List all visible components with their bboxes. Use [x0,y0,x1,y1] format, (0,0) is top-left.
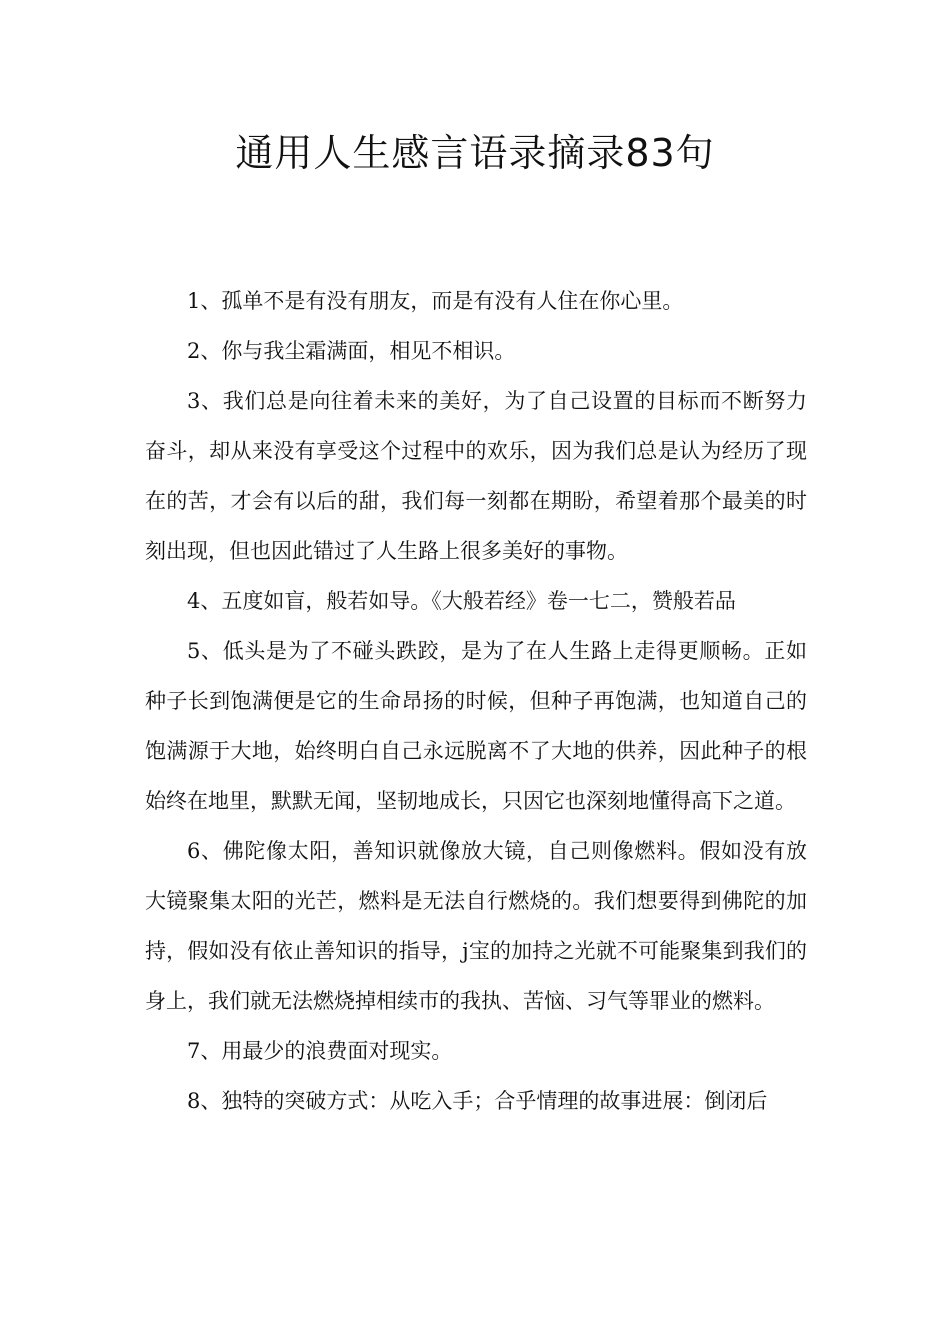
paragraph-5: 5、低头是为了不碰头跌跤，是为了在人生路上走得更顺畅。正如种子长到饱满便是它的生命昂扬的时候，但种子再饱满，也知道自己的饱满源于大地，始终明白自己永远脱离不了大地的供养，因此种子的根始终在地里，默默无闻，坚韧地成长，只因它也深刻地懂得高下之道。 [145,639,807,813]
paragraph-7: 7、用最少的浪费面对现实。 [187,1039,453,1063]
document-body [145,276,807,1126]
paragraph-2: 2、你与我尘霜满面，相见不相识。 [187,339,516,363]
paragraph-3: 3、我们总是向往着未来的美好，为了自己设置的目标而不断努力奋斗，却从来没有享受这个过程中的欢乐，因为我们总是认为经历了现在的苦，才会有以后的甜，我们每一刻都在期盼，希望着那个最美的时刻出现，但也因此错过了人生路上很多美好的事物。 [145,389,807,563]
paragraph-4: 4、五度如盲，般若如导。《大般若经》卷一七二，赞般若品 [187,589,736,613]
paragraph-1: 1、孤单不是有没有朋友，而是有没有人住在你心里。 [187,289,684,313]
paragraph-8: 8、独特的突破方式：从吃入手；合乎情理的故事进展：倒闭后 [187,1089,768,1113]
page-title: 通用人生感言语录摘录83句 [235,131,715,175]
paragraph-6: 6、佛陀像太阳，善知识就像放大镜，自己则像燃料。假如没有放大镜聚集太阳的光芒，燃料是无法自行燃烧的。我们想要得到佛陀的加持，假如没有依止善知识的指导，j宝的加持之光就不可能聚集到我们的身上，我们就无法燃烧掉相续巿的我执、苦恼、习气等罪业的燃料。 [145,839,807,1013]
